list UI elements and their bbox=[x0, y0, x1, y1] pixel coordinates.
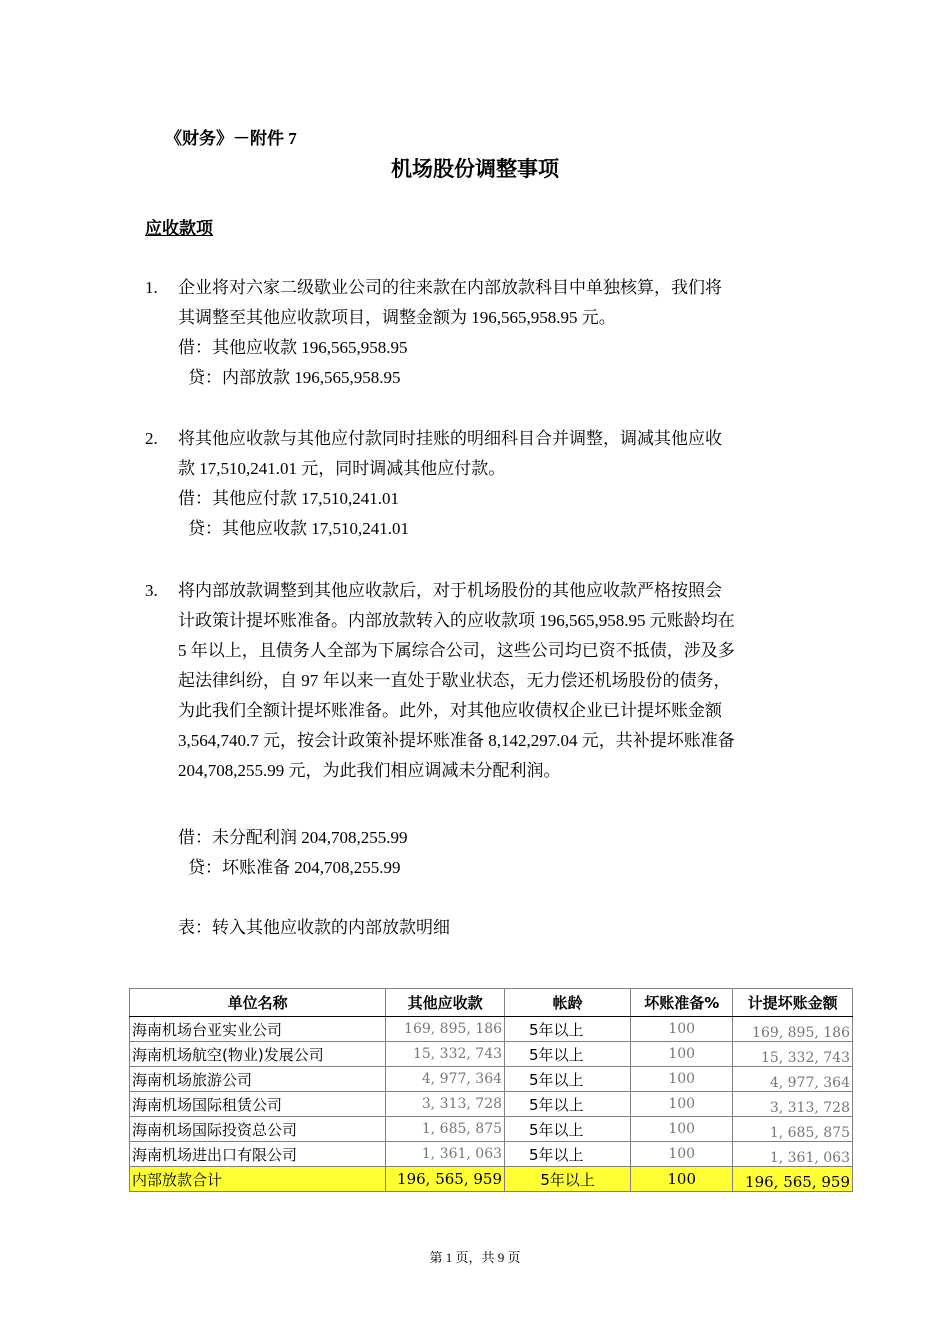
table-row bbox=[130, 1092, 853, 1117]
cell-company: 海南机场旅游公司 bbox=[130, 1067, 386, 1092]
cell-provision-rate: 100 bbox=[631, 1092, 733, 1117]
cell-receivable: 169, 895, 186 bbox=[386, 1017, 505, 1042]
column-header: 帐龄 bbox=[505, 989, 631, 1017]
cell-provision-amount: 3, 313, 728 bbox=[733, 1092, 853, 1117]
cell-provision-rate: 100 bbox=[631, 1117, 733, 1142]
cell-total-age: 5年以上 bbox=[505, 1167, 631, 1192]
cell-age: 5年以上 bbox=[505, 1067, 631, 1092]
cell-company: 海南机场国际投资总公司 bbox=[130, 1117, 386, 1142]
adjustment-item-1 bbox=[145, 273, 815, 393]
journal-credit: 贷：内部放款 196,565,958.95 bbox=[188, 368, 401, 387]
journal-debit: 借：其他应收款 196,565,958.95 bbox=[178, 338, 408, 357]
cell-age: 5年以上 bbox=[505, 1042, 631, 1067]
journal-credit: 贷：坏账准备 204,708,255.99 bbox=[188, 858, 401, 877]
page-title: 机场股份调整事项 bbox=[391, 157, 559, 181]
item-text-line: 企业将对六家二级歇业公司的往来款在内部放款科目中单独核算，我们将 bbox=[178, 278, 722, 297]
cell-receivable: 3, 313, 728 bbox=[386, 1092, 505, 1117]
cell-age: 5年以上 bbox=[505, 1117, 631, 1142]
table-header-row bbox=[130, 989, 853, 1017]
item-text-line: 将内部放款调整到其他应收款后，对于机场股份的其他应收款严格按照会 bbox=[178, 581, 722, 600]
cell-provision-rate: 100 bbox=[631, 1067, 733, 1092]
page-footer: 第 1 页，共 9 页 bbox=[429, 1250, 521, 1265]
cell-provision-amount: 169, 895, 186 bbox=[733, 1017, 853, 1042]
cell-age: 5年以上 bbox=[505, 1017, 631, 1042]
column-header: 计提坏账金额 bbox=[733, 989, 853, 1017]
column-header: 其他应收款 bbox=[386, 989, 505, 1017]
cell-company: 海南机场台亚实业公司 bbox=[130, 1017, 386, 1042]
cell-receivable: 1, 685, 875 bbox=[386, 1117, 505, 1142]
item-text-line: 将其他应收款与其他应付款同时挂账的明细科目合并调整，调减其他应收 bbox=[178, 429, 722, 448]
cell-age: 5年以上 bbox=[505, 1142, 631, 1167]
adjustment-item-2 bbox=[145, 424, 815, 544]
item-number: 3. bbox=[145, 581, 158, 600]
item-text-line: 款 17,510,241.01 元，同时调减其他应付款。 bbox=[178, 459, 506, 478]
attachment-header: 《财务》－附件 7 bbox=[165, 129, 297, 148]
cell-total-receivable: 196, 565, 959 bbox=[386, 1167, 505, 1192]
item-text-line: 5 年以上，且债务人全部为下属综合公司，这些公司均已资不抵债，涉及多 bbox=[178, 641, 735, 660]
section-heading: 应收款项 bbox=[145, 219, 213, 238]
table-row bbox=[130, 1042, 853, 1067]
cell-total-provision-amount: 196, 565, 959 bbox=[733, 1167, 853, 1192]
item-number: 1. bbox=[145, 278, 158, 297]
cell-provision-rate: 100 bbox=[631, 1042, 733, 1067]
table-total-row bbox=[130, 1167, 853, 1192]
cell-receivable: 1, 361, 063 bbox=[386, 1142, 505, 1167]
table-row bbox=[130, 1117, 853, 1142]
cell-provision-amount: 1, 685, 875 bbox=[733, 1117, 853, 1142]
cell-provision-amount: 1, 361, 063 bbox=[733, 1142, 853, 1167]
loan-detail-table bbox=[129, 988, 853, 1192]
table-row bbox=[130, 1142, 853, 1167]
cell-receivable: 4, 977, 364 bbox=[386, 1067, 505, 1092]
adjustment-item-3 bbox=[145, 576, 815, 786]
item-text-line: 3,564,740.7 元，按会计政策补提坏账准备 8,142,297.04 元，共补提坏账准备 bbox=[178, 731, 735, 750]
cell-provision-rate: 100 bbox=[631, 1142, 733, 1167]
column-header: 坏账准备% bbox=[631, 989, 733, 1017]
cell-provision-rate: 100 bbox=[631, 1017, 733, 1042]
journal-credit: 贷：其他应收款 17,510,241.01 bbox=[188, 519, 409, 538]
cell-total-label: 内部放款合计 bbox=[130, 1167, 386, 1192]
cell-company: 海南机场国际租赁公司 bbox=[130, 1092, 386, 1117]
item-text-line: 204,708,255.99 元，为此我们相应调减未分配利润。 bbox=[178, 761, 561, 780]
cell-receivable: 15, 332, 743 bbox=[386, 1042, 505, 1067]
cell-company: 海南机场航空(物业)发展公司 bbox=[130, 1042, 386, 1067]
item-text-line: 其调整至其他应收款项目，调整金额为 196,565,958.95 元。 bbox=[178, 308, 616, 327]
column-header: 单位名称 bbox=[130, 989, 386, 1017]
cell-company: 海南机场进出口有限公司 bbox=[130, 1142, 386, 1167]
item-number: 2. bbox=[145, 429, 158, 448]
item-text-line: 计政策计提坏账准备。内部放款转入的应收款项 196,565,958.95 元账龄均在 bbox=[178, 611, 735, 630]
journal-debit: 借：其他应付款 17,510,241.01 bbox=[178, 489, 399, 508]
item-text-line: 起法律纠纷，自 97 年以来一直处于歇业状态，无力偿还机场股份的债务， bbox=[178, 671, 731, 690]
table-caption: 表：转入其他应收款的内部放款明细 bbox=[178, 918, 450, 937]
cell-provision-amount: 15, 332, 743 bbox=[733, 1042, 853, 1067]
cell-age: 5年以上 bbox=[505, 1092, 631, 1117]
cell-total-provision-rate: 100 bbox=[631, 1167, 733, 1192]
table-row bbox=[130, 1017, 853, 1042]
table-row bbox=[130, 1067, 853, 1092]
cell-provision-amount: 4, 977, 364 bbox=[733, 1067, 853, 1092]
item-text-line: 为此我们全额计提坏账准备。此外，对其他应收债权企业已计提坏账金额 bbox=[178, 701, 722, 720]
journal-debit: 借：未分配利润 204,708,255.99 bbox=[178, 828, 408, 847]
